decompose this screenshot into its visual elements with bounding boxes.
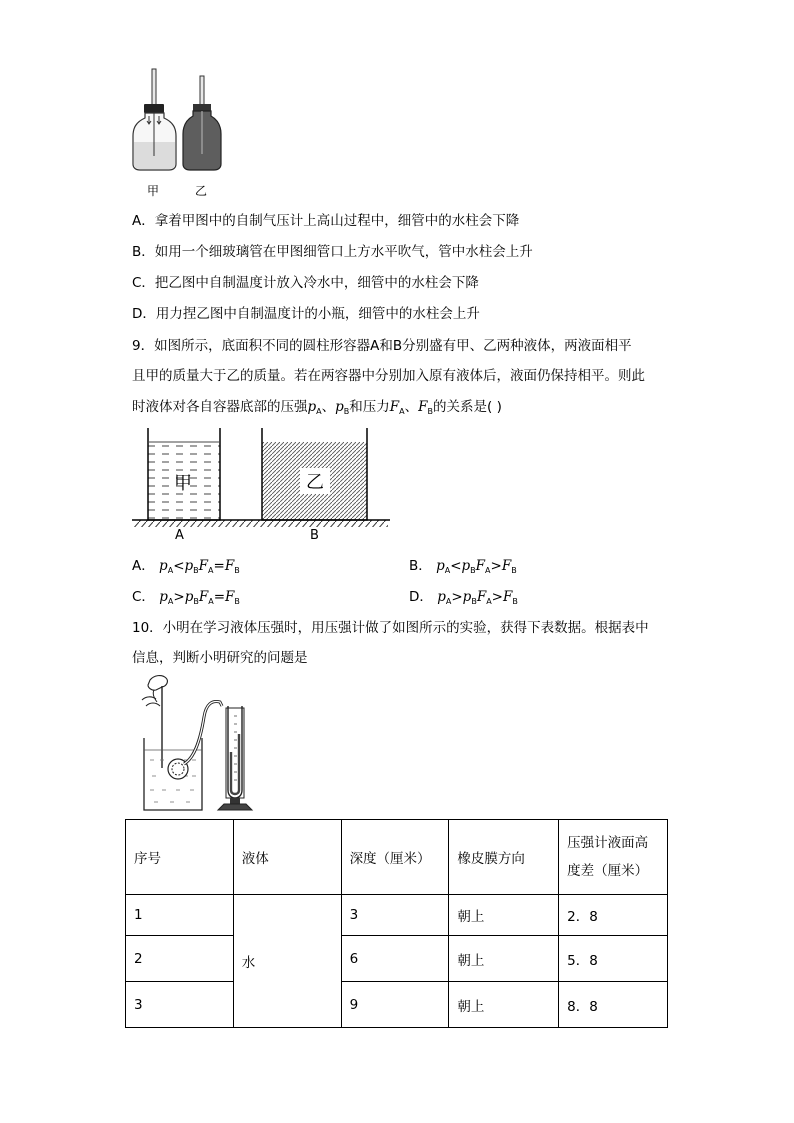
table-row (126, 936, 668, 982)
q9-option-b: B． $p_A<p_BF_A>F_B$ (409, 558, 517, 575)
table-row (126, 895, 668, 936)
table-cell-liquid: 水 (233, 895, 341, 1028)
header-cell: 橡皮膜方向 (449, 820, 559, 895)
table-cell: 5．8 (559, 936, 668, 982)
liquid-yi-label: 乙 (306, 472, 324, 493)
table-cell: 6 (341, 936, 449, 982)
table-header-row (126, 820, 668, 895)
header-cell: 深度（厘米） (341, 820, 449, 895)
table-cell: 2 (126, 936, 234, 982)
bottle-jia-tube (152, 69, 156, 107)
bottle-yi-tube (200, 76, 204, 108)
q8-option-a: A．拿着甲图中的自制气压计上高山过程中，细管中的水柱会下降 (132, 213, 520, 229)
q9-option-c: C． $p_A>p_BF_A=F_B$ (132, 589, 240, 606)
liquid-jia-label: 甲 (174, 473, 192, 494)
header-cell: 序号 (126, 820, 234, 895)
table-cell: 9 (341, 982, 449, 1028)
pressure-gauge-figure (140, 672, 260, 814)
header-cell: 液体 (233, 820, 341, 895)
rubber-tube (184, 702, 222, 764)
q10-stem-line1: 10．小明在学习液体压强时，用压强计做了如图所示的实验，获得下表数据。根据表中 (132, 620, 649, 636)
table-cell: 朝上 (449, 895, 559, 936)
label-yi: 乙 (195, 184, 208, 198)
container-a-label: A (175, 528, 184, 543)
q8-option-d: D．用力捏乙图中自制温度计的小瓶，细管中的水柱会上升 (132, 306, 480, 322)
q9-option-a: A． $p_A<p_BF_A=F_B$ (132, 558, 240, 575)
bottle-figure (128, 64, 224, 202)
table-cell: 8．8 (559, 982, 668, 1028)
q8-option-c: C．把乙图中自制温度计放入冷水中，细管中的水柱会下降 (132, 275, 479, 291)
table-cell: 3 (126, 982, 234, 1028)
q10-stem-line2: 信息，判断小明研究的问题是 (132, 650, 308, 666)
gauge-stand (230, 798, 240, 804)
table-cell: 1 (126, 895, 234, 936)
table-cell: 朝上 (449, 982, 559, 1028)
q9-stem-line2: 且甲的质量大于乙的质量。若在两容器中分别加入原有液体后，液面仍保持相平。则此 (132, 368, 645, 384)
q8-option-b: B．如用一个细玻璃管在甲图细管口上方水平吹气，管中水柱会上升 (132, 244, 533, 260)
data-table (125, 819, 668, 1028)
q9-stem-line3: 时液体对各自容器底部的压强$p_A$、$p_B$和压力$F_A$、$F_B$的关系是( ) (132, 399, 502, 416)
table-cell: 朝上 (449, 936, 559, 982)
container-b-label: B (310, 528, 319, 543)
label-jia: 甲 (147, 184, 160, 198)
header-cell: 压强计液面高度差（厘米） (559, 820, 668, 895)
table-cell: 3 (341, 895, 449, 936)
q9-stem-line1: 9．如图所示，底面积不同的圆柱形容器A和B分别盛有甲、乙两种液体，两液面相平 (132, 338, 632, 354)
bottle-jia-cap (144, 104, 164, 113)
bottle-yi-cap (193, 104, 211, 111)
hand-icon (142, 676, 167, 700)
q9-option-d: D． $p_A>p_BF_A>F_B$ (409, 589, 518, 606)
table-cell: 2．8 (559, 895, 668, 936)
table-row (126, 982, 668, 1028)
containers-figure (132, 426, 392, 544)
